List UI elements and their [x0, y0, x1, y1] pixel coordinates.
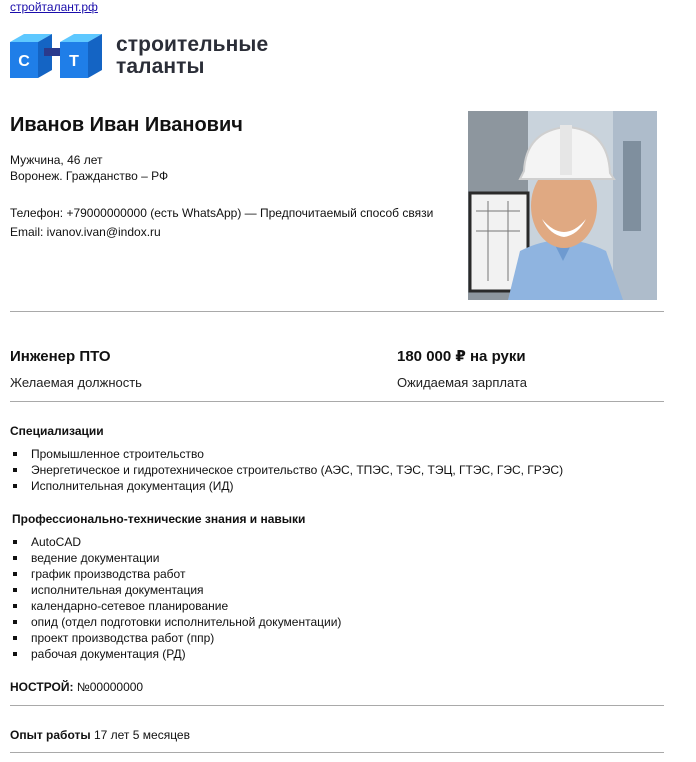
logo-line-2: таланты: [116, 55, 205, 78]
list-item: AutoCAD: [10, 534, 341, 550]
nostroy-label: НОСТРОЙ:: [10, 680, 74, 694]
expected-salary: 180 000 ₽ на руки: [397, 348, 526, 365]
list-item: Энергетическое и гидротехническое строительство (АЭС, ТПЭС, ТЭС, ТЭЦ, ГТЭС, ГЭС, ГРЭС): [10, 462, 563, 478]
divider: [10, 311, 664, 312]
specializations-title: Специализации: [10, 424, 104, 438]
list-item: календарно-сетевое планирование: [10, 598, 341, 614]
logo-wordmark: [116, 34, 268, 78]
list-item: опид (отдел подготовки исполнительной документации): [10, 614, 341, 630]
list-item: рабочая документация (РД): [10, 646, 341, 662]
list-item: Промышленное строительство: [10, 446, 563, 462]
experience-value: 17 лет 5 месяцев: [93, 728, 190, 742]
list-item: ведение документации: [10, 550, 341, 566]
candidate-photo: [468, 111, 657, 300]
gender-age: Мужчина, 46 лет: [10, 153, 103, 167]
nostroy-value: №00000000: [76, 680, 144, 694]
company-logo: [10, 32, 268, 80]
logo-letter-2: Т: [69, 53, 79, 70]
site-link[interactable]: стройталант.рф: [10, 0, 98, 14]
divider: [10, 401, 664, 402]
logo-letter-1: С: [18, 53, 30, 70]
divider: [10, 752, 664, 753]
nostroy-row: [10, 679, 143, 695]
experience-label: Опыт работы: [10, 728, 91, 742]
email: Email: ivanov.ivan@indox.ru: [10, 225, 161, 239]
specializations-list: [10, 446, 563, 494]
list-item: проект производства работ (ппр): [10, 630, 341, 646]
logo-mark-icon: [10, 32, 102, 80]
skills-list: [10, 534, 341, 662]
skills-title: Профессионально-технические знания и навыки: [12, 512, 306, 526]
desired-position: Инженер ПТО: [10, 348, 111, 365]
divider: [10, 705, 664, 706]
location: Воронеж. Гражданство – РФ: [10, 169, 169, 183]
logo-line-1: строительные: [116, 33, 269, 56]
candidate-name: Иванов Иван Иванович: [10, 114, 243, 136]
list-item: Исполнительная документация (ИД): [10, 478, 563, 494]
experience-row: [10, 727, 190, 743]
desired-position-caption: Желаемая должность: [10, 375, 142, 390]
expected-salary-caption: Ожидаемая зарплата: [397, 375, 527, 390]
phone: Телефон: +79000000000 (есть WhatsApp) — Предпочитаемый способ связи: [10, 206, 434, 220]
list-item: график производства работ: [10, 566, 341, 582]
list-item: исполнительная документация: [10, 582, 341, 598]
